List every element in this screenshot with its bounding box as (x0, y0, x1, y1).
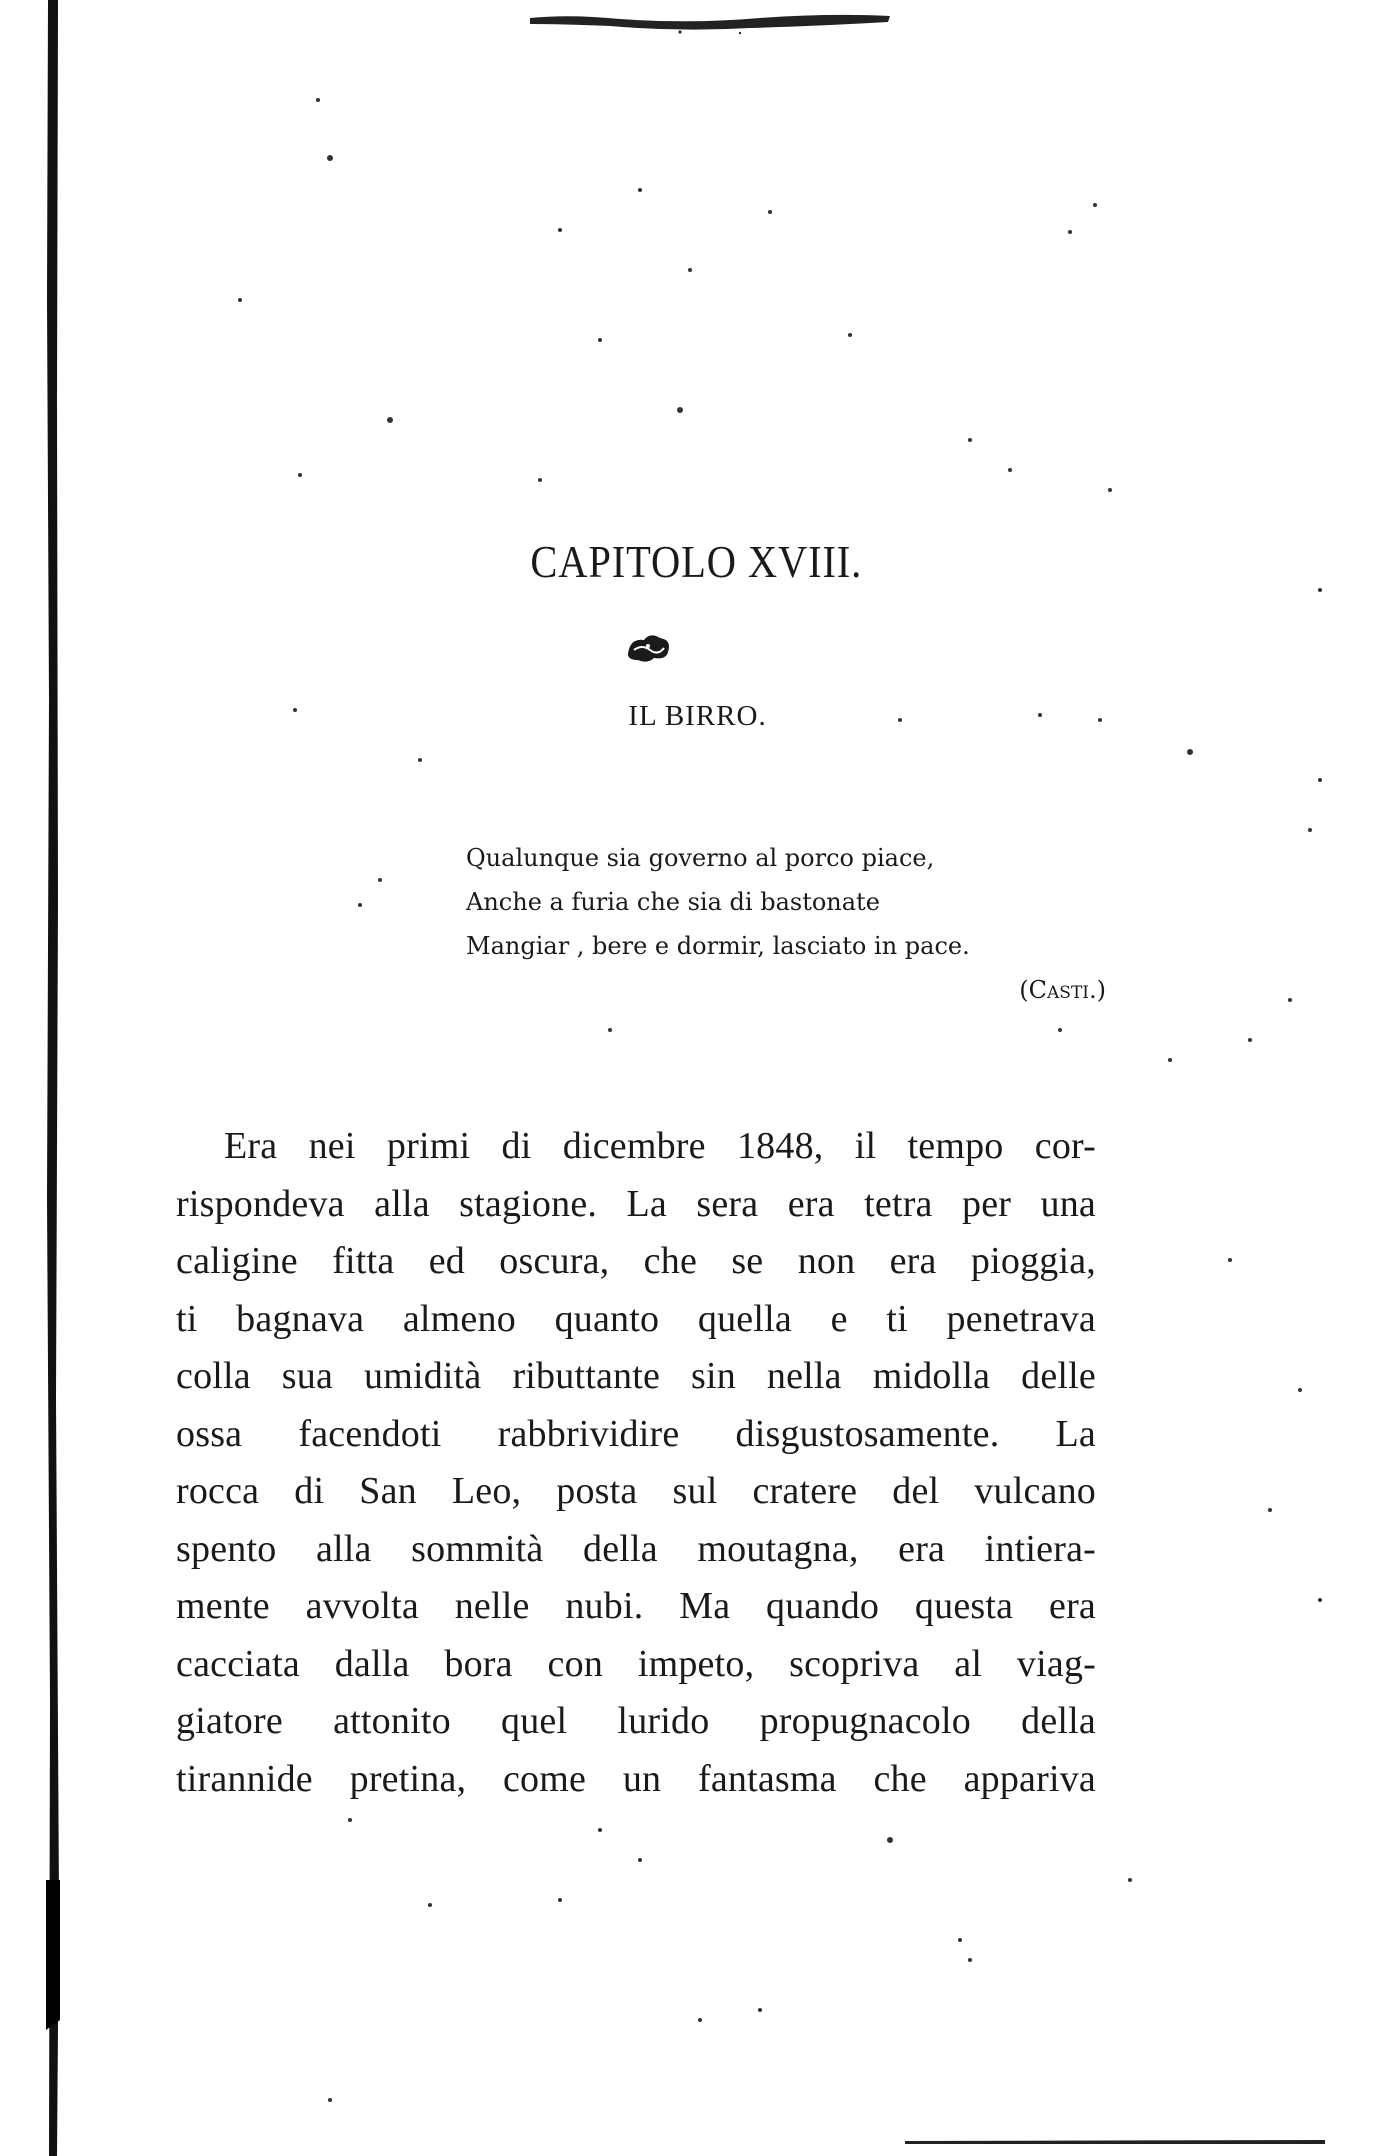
page-binding-edge (46, 0, 60, 2156)
body-paragraph (176, 1118, 1096, 1808)
top-ink-smudge (530, 10, 890, 36)
body-line: Era nei primi di dicembre 1848, il tempo cor- (224, 1125, 1096, 1167)
body-line: ossa facendoti rabbrividire disgustosamente. La (176, 1412, 1096, 1455)
body-line: giatore attonito quel lurido propugnacolo della (176, 1700, 1096, 1742)
body-line: tirannide pretina, come un fantasma che appariva (176, 1757, 1096, 1800)
chapter-title: CAPITOLO XVIII. (530, 536, 863, 587)
body-line: ti bagnava almeno quanto quella e ti penetrava (176, 1297, 1096, 1340)
epigraph-attribution: (Casti.) (1019, 976, 1106, 1004)
body-line: rocca di San Leo, posta sul cratere del vulcano (176, 1470, 1096, 1512)
chapter-ornament-icon (620, 628, 676, 668)
body-line: spento alla sommità della moutagna, era intiera- (176, 1527, 1096, 1570)
epigraph-line: Mangiar , bere e dormir, lasciato in pace. (466, 932, 970, 960)
bottom-edge-rule (905, 2138, 1325, 2148)
body-line: mente avvolta nelle nubi. Ma quando questa era (176, 1585, 1096, 1627)
body-line: cacciata dalla bora con impeto, scopriva al viag- (176, 1642, 1096, 1685)
body-line: rispondeva alla stagione. La sera era tetra per una (176, 1182, 1096, 1225)
epigraph (466, 836, 1106, 1012)
body-line: colla sua umidità ributtante sin nella midolla delle (176, 1355, 1096, 1397)
epigraph-line: Anche a furia che sia di bastonate (466, 888, 880, 916)
chapter-subtitle: IL BIRRO. (628, 700, 767, 732)
epigraph-line: Qualunque sia governo al porco piace, (466, 844, 935, 872)
body-line: caligine fitta ed oscura, che se non era pioggia, (176, 1240, 1096, 1282)
